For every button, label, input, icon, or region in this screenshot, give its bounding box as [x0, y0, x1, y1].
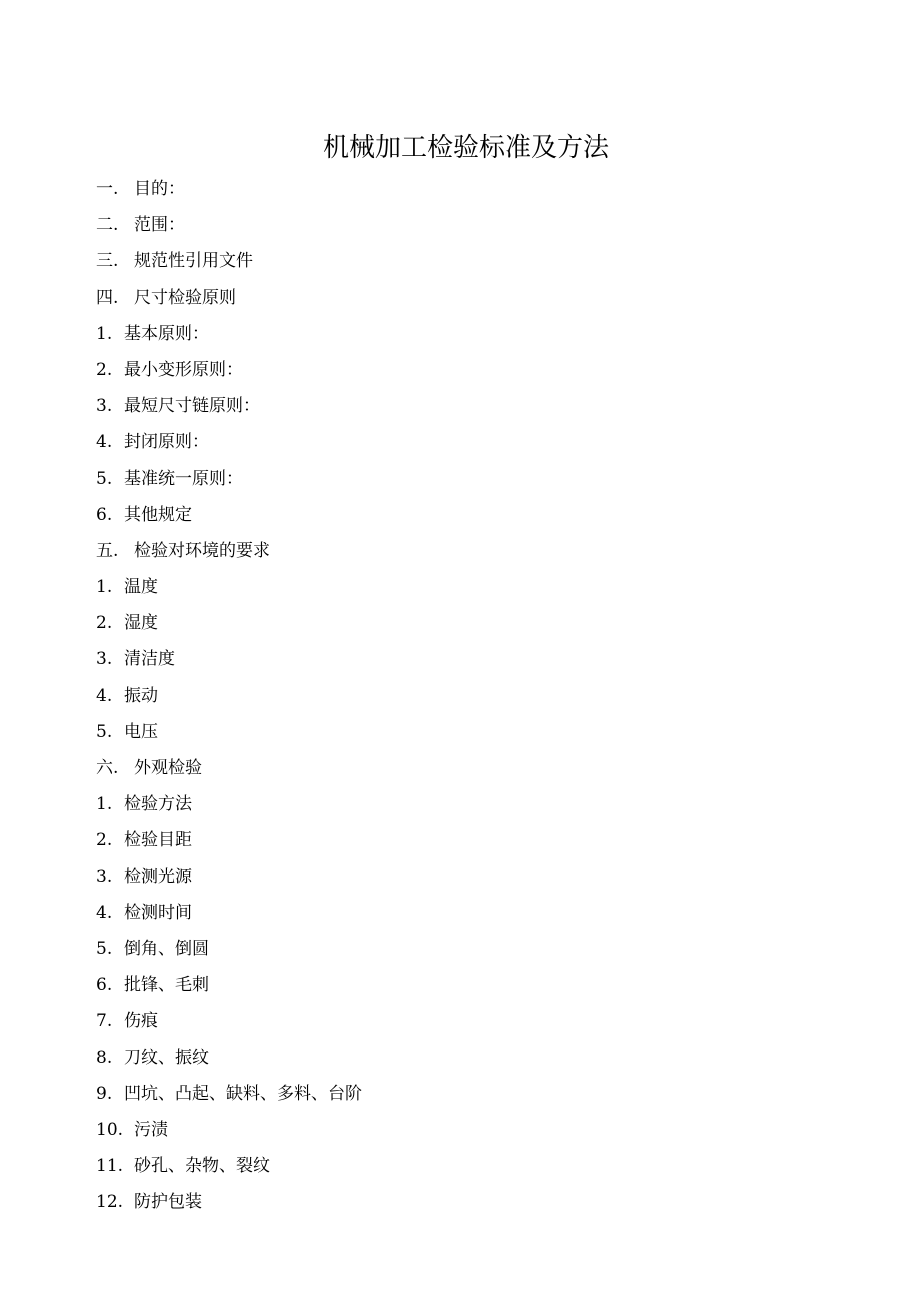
- item-number: 12.: [96, 1192, 124, 1213]
- item-text: 刀纹、振纹: [124, 1047, 209, 1068]
- subsection-item: [96, 714, 362, 750]
- item-number: 10.: [96, 1119, 124, 1140]
- document-outline: [96, 171, 362, 1220]
- item-number: 1.: [96, 323, 113, 344]
- item-number: 3.: [96, 396, 113, 417]
- item-number: 5.: [96, 468, 113, 489]
- item-number: 5.: [96, 721, 113, 742]
- item-text: 湿度: [124, 613, 158, 634]
- item-number: 2.: [96, 613, 113, 634]
- item-number: 3.: [96, 649, 113, 670]
- item-number: 2.: [96, 359, 113, 380]
- subsection-item: [96, 569, 362, 605]
- section-heading: [96, 280, 362, 316]
- item-number: 1.: [96, 794, 113, 815]
- section-heading: [96, 750, 362, 786]
- item-number: 3.: [96, 866, 113, 887]
- section-heading: [96, 207, 362, 243]
- item-text: 温度: [124, 577, 158, 598]
- item-text: 防护包装: [134, 1192, 202, 1213]
- item-number: 6.: [96, 504, 113, 525]
- item-number: 7.: [96, 1011, 113, 1032]
- item-number: 二.: [96, 215, 119, 236]
- item-number: 11.: [96, 1156, 124, 1177]
- subsection-item: [96, 1148, 362, 1184]
- item-number: 四.: [96, 287, 119, 308]
- item-text: 封闭原则：: [124, 432, 209, 453]
- item-text: 凹坑、凸起、缺料、多料、台阶: [124, 1083, 362, 1104]
- item-number: 六.: [96, 758, 119, 778]
- item-text: 最小变形原则：: [124, 359, 243, 380]
- item-number: 三.: [96, 251, 119, 272]
- item-text: 检验目距: [124, 830, 192, 851]
- subsection-item: [96, 1003, 362, 1039]
- item-number: 1.: [96, 577, 113, 598]
- subsection-item: [96, 786, 362, 822]
- subsection-item: [96, 461, 362, 497]
- subsection-item: [96, 641, 362, 677]
- item-number: 9.: [96, 1083, 113, 1104]
- subsection-item: [96, 388, 362, 424]
- document-title: 机械加工检验标准及方法: [322, 133, 609, 163]
- item-text: 检验方法: [124, 794, 192, 815]
- item-text: 最短尺寸链原则：: [124, 396, 260, 417]
- item-text: 振动: [124, 685, 158, 706]
- subsection-item: [96, 1112, 362, 1148]
- item-text: 规范性引用文件: [134, 251, 253, 272]
- item-text: 清洁度: [124, 649, 175, 670]
- subsection-item: [96, 316, 362, 352]
- subsection-item: [96, 678, 362, 714]
- item-number: 4.: [96, 432, 113, 453]
- subsection-item: [96, 895, 362, 931]
- item-number: 4.: [96, 685, 113, 706]
- subsection-item: [96, 1076, 362, 1112]
- subsection-item: [96, 424, 362, 460]
- subsection-item: [96, 822, 362, 858]
- section-heading: [96, 533, 362, 569]
- subsection-item: [96, 1184, 362, 1220]
- item-text: 电压: [124, 721, 158, 742]
- item-text: 目的：: [134, 179, 185, 199]
- item-number: 6.: [96, 975, 113, 996]
- item-text: 污渍: [134, 1119, 168, 1140]
- item-text: 检验对环境的要求: [134, 540, 270, 561]
- item-number: 5.: [96, 938, 113, 959]
- section-heading: [96, 243, 362, 279]
- item-number: 4.: [96, 902, 113, 923]
- subsection-item: [96, 497, 362, 533]
- item-text: 范围：: [134, 215, 185, 236]
- item-text: 伤痕: [124, 1011, 158, 1032]
- item-number: 五.: [96, 540, 119, 561]
- item-text: 批锋、毛刺: [124, 975, 209, 996]
- item-text: 检测时间: [124, 902, 192, 923]
- subsection-item: [96, 605, 362, 641]
- item-text: 基准统一原则：: [124, 468, 243, 489]
- item-text: 基本原则：: [124, 323, 209, 344]
- item-number: 8.: [96, 1047, 113, 1068]
- subsection-item: [96, 352, 362, 388]
- item-text: 检测光源: [124, 866, 192, 887]
- item-text: 尺寸检验原则: [134, 287, 236, 308]
- item-text: 倒角、倒圆: [124, 938, 209, 959]
- item-text: 砂孔、杂物、裂纹: [134, 1156, 270, 1177]
- subsection-item: [96, 859, 362, 895]
- subsection-item: [96, 1040, 362, 1076]
- item-number: 一.: [96, 179, 119, 199]
- item-number: 2.: [96, 830, 113, 851]
- item-text: 其他规定: [124, 504, 192, 525]
- subsection-item: [96, 931, 362, 967]
- section-heading: [96, 171, 362, 207]
- item-text: 外观检验: [134, 758, 202, 778]
- subsection-item: [96, 967, 362, 1003]
